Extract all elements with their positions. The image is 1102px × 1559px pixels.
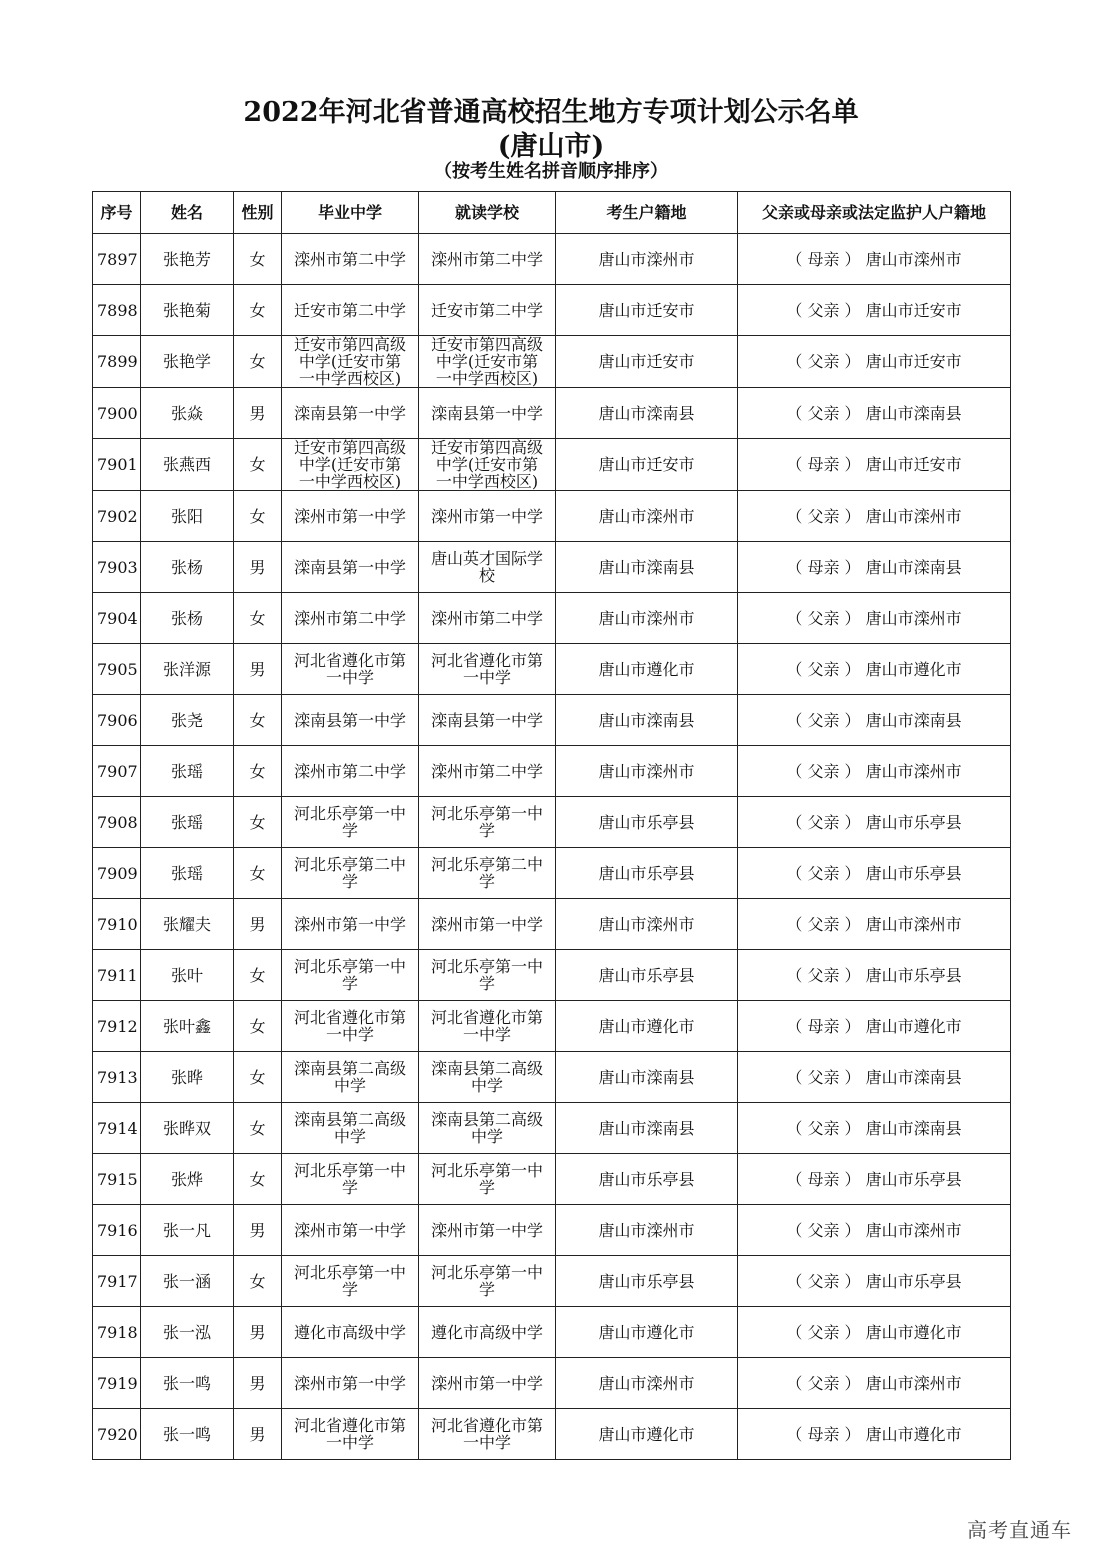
cell-current-school: 河北乐亭第二中学 [419,848,556,899]
table-row [93,1001,1011,1052]
cell-guardian-residence: （ 父亲 ） 唐山市遵化市 [738,644,1011,695]
cell-graduation-school: 河北省遵化市第一中学 [282,1409,419,1460]
cell-graduation-school: 滦州市第一中学 [282,899,419,950]
cell-guardian-residence: （ 母亲 ） 唐山市滦南县 [738,542,1011,593]
cell-gender: 女 [234,695,282,746]
cell-graduation-school: 遵化市高级中学 [282,1307,419,1358]
cell-current-school: 河北省遵化市第一中学 [419,1409,556,1460]
cell-name: 张瑶 [141,746,234,797]
cell-student-residence: 唐山市滦南县 [556,695,738,746]
table-row [93,1205,1011,1256]
cell-student-residence: 唐山市滦州市 [556,899,738,950]
cell-guardian-residence: （ 母亲 ） 唐山市遵化市 [738,1001,1011,1052]
table-row [93,285,1011,336]
cell-gender: 男 [234,1307,282,1358]
cell-name: 张耀夫 [141,899,234,950]
cell-graduation-school: 河北乐亭第一中学 [282,950,419,1001]
cell-guardian-residence: （ 父亲 ） 唐山市滦州市 [738,593,1011,644]
table-row [93,439,1011,491]
table-row [93,1103,1011,1154]
cell-guardian-residence: （ 父亲 ） 唐山市迁安市 [738,285,1011,336]
header-gender: 性别 [234,192,282,234]
cell-name: 张一泓 [141,1307,234,1358]
cell-serial: 7910 [93,899,141,950]
cell-graduation-school: 河北乐亭第一中学 [282,797,419,848]
table-row [93,1307,1011,1358]
cell-serial: 7907 [93,746,141,797]
cell-graduation-school: 迁安市第四高级中学(迁安市第一中学西校区) [282,439,419,491]
cell-gender: 男 [234,1409,282,1460]
cell-graduation-school: 迁安市第二中学 [282,285,419,336]
cell-name: 张叶鑫 [141,1001,234,1052]
cell-gender: 女 [234,336,282,388]
cell-graduation-school: 河北乐亭第二中学 [282,848,419,899]
cell-serial: 7908 [93,797,141,848]
cell-guardian-residence: （ 父亲 ） 唐山市滦州市 [738,746,1011,797]
cell-serial: 7919 [93,1358,141,1409]
cell-graduation-school: 迁安市第四高级中学(迁安市第一中学西校区) [282,336,419,388]
cell-guardian-residence: （ 父亲 ） 唐山市滦南县 [738,388,1011,439]
cell-name: 张一鸣 [141,1409,234,1460]
cell-name: 张一涵 [141,1256,234,1307]
cell-student-residence: 唐山市乐亭县 [556,848,738,899]
cell-student-residence: 唐山市遵化市 [556,1307,738,1358]
cell-guardian-residence: （ 父亲 ） 唐山市遵化市 [738,1307,1011,1358]
cell-student-residence: 唐山市滦南县 [556,388,738,439]
table-row [93,593,1011,644]
cell-serial: 7917 [93,1256,141,1307]
cell-graduation-school: 河北省遵化市第一中学 [282,644,419,695]
table-body [93,234,1011,1460]
table-row [93,542,1011,593]
cell-graduation-school: 滦南县第一中学 [282,542,419,593]
cell-student-residence: 唐山市遵化市 [556,1409,738,1460]
header-student-residence: 考生户籍地 [556,192,738,234]
cell-serial: 7909 [93,848,141,899]
cell-serial: 7899 [93,336,141,388]
table-row [93,388,1011,439]
cell-serial: 7920 [93,1409,141,1460]
admission-list-table [92,191,1011,1460]
cell-current-school: 滦南县第二高级中学 [419,1103,556,1154]
cell-gender: 女 [234,439,282,491]
cell-name: 张艳菊 [141,285,234,336]
cell-guardian-residence: （ 父亲 ） 唐山市滦州市 [738,1358,1011,1409]
cell-gender: 女 [234,593,282,644]
cell-name: 张一凡 [141,1205,234,1256]
cell-guardian-residence: （ 母亲 ） 唐山市遵化市 [738,1409,1011,1460]
table-row [93,1409,1011,1460]
cell-student-residence: 唐山市遵化市 [556,644,738,695]
cell-student-residence: 唐山市滦州市 [556,491,738,542]
cell-student-residence: 唐山市遵化市 [556,1001,738,1052]
header-current-school: 就读学校 [419,192,556,234]
cell-serial: 7918 [93,1307,141,1358]
cell-student-residence: 唐山市滦南县 [556,1103,738,1154]
cell-name: 张叶 [141,950,234,1001]
cell-guardian-residence: （ 父亲 ） 唐山市迁安市 [738,336,1011,388]
table-row [93,336,1011,388]
document-title: 2022年河北省普通高校招生地方专项计划公示名单 [243,97,859,128]
cell-gender: 女 [234,234,282,285]
cell-gender: 男 [234,1205,282,1256]
table-header-row [93,192,1011,234]
cell-current-school: 滦州市第一中学 [419,899,556,950]
cell-guardian-residence: （ 母亲 ） 唐山市乐亭县 [738,1154,1011,1205]
cell-name: 张阳 [141,491,234,542]
cell-current-school: 滦南县第二高级中学 [419,1052,556,1103]
cell-guardian-residence: （ 父亲 ） 唐山市乐亭县 [738,797,1011,848]
cell-graduation-school: 河北乐亭第一中学 [282,1256,419,1307]
cell-serial: 7912 [93,1001,141,1052]
table-row [93,234,1011,285]
cell-gender: 女 [234,848,282,899]
cell-graduation-school: 滦州市第一中学 [282,1205,419,1256]
cell-graduation-school: 河北省遵化市第一中学 [282,1001,419,1052]
watermark: 高考直通车 [967,1518,1072,1542]
cell-name: 张瑶 [141,848,234,899]
cell-student-residence: 唐山市乐亭县 [556,1256,738,1307]
cell-current-school: 河北乐亭第一中学 [419,1154,556,1205]
cell-current-school: 滦州市第一中学 [419,1205,556,1256]
cell-guardian-residence: （ 父亲 ） 唐山市滦州市 [738,1205,1011,1256]
cell-graduation-school: 滦州市第一中学 [282,1358,419,1409]
cell-name: 张艳芳 [141,234,234,285]
cell-name: 张一鸣 [141,1358,234,1409]
cell-graduation-school: 滦南县第一中学 [282,388,419,439]
cell-serial: 7904 [93,593,141,644]
cell-current-school: 滦州市第二中学 [419,234,556,285]
cell-graduation-school: 滦州市第二中学 [282,593,419,644]
cell-name: 张尧 [141,695,234,746]
cell-graduation-school: 滦州市第二中学 [282,234,419,285]
cell-guardian-residence: （ 父亲 ） 唐山市滦南县 [738,695,1011,746]
cell-serial: 7913 [93,1052,141,1103]
cell-student-residence: 唐山市乐亭县 [556,797,738,848]
table-row [93,899,1011,950]
cell-name: 张燕西 [141,439,234,491]
cell-current-school: 滦州市第二中学 [419,593,556,644]
cell-gender: 女 [234,491,282,542]
cell-current-school: 唐山英才国际学校 [419,542,556,593]
cell-student-residence: 唐山市乐亭县 [556,1154,738,1205]
cell-current-school: 河北乐亭第一中学 [419,797,556,848]
cell-guardian-residence: （ 父亲 ） 唐山市滦南县 [738,1103,1011,1154]
cell-gender: 女 [234,746,282,797]
cell-serial: 7897 [93,234,141,285]
cell-student-residence: 唐山市滦州市 [556,593,738,644]
cell-name: 张焱 [141,388,234,439]
cell-current-school: 滦南县第一中学 [419,695,556,746]
cell-current-school: 迁安市第四高级中学(迁安市第一中学西校区) [419,336,556,388]
cell-serial: 7898 [93,285,141,336]
cell-serial: 7905 [93,644,141,695]
cell-student-residence: 唐山市迁安市 [556,439,738,491]
cell-graduation-school: 滦州市第一中学 [282,491,419,542]
cell-current-school: 河北省遵化市第一中学 [419,644,556,695]
cell-guardian-residence: （ 母亲 ） 唐山市滦州市 [738,234,1011,285]
cell-current-school: 滦州市第二中学 [419,746,556,797]
cell-student-residence: 唐山市滦州市 [556,746,738,797]
cell-serial: 7900 [93,388,141,439]
table-row [93,848,1011,899]
cell-name: 张瑶 [141,797,234,848]
cell-name: 张杨 [141,542,234,593]
cell-name: 张烨 [141,1154,234,1205]
cell-current-school: 滦州市第一中学 [419,1358,556,1409]
cell-gender: 女 [234,797,282,848]
cell-student-residence: 唐山市滦州市 [556,1358,738,1409]
table-row [93,746,1011,797]
cell-gender: 女 [234,1001,282,1052]
cell-gender: 女 [234,1256,282,1307]
cell-current-school: 河北乐亭第一中学 [419,1256,556,1307]
cell-gender: 女 [234,950,282,1001]
cell-graduation-school: 滦南县第一中学 [282,695,419,746]
cell-serial: 7903 [93,542,141,593]
cell-student-residence: 唐山市迁安市 [556,285,738,336]
cell-current-school: 遵化市高级中学 [419,1307,556,1358]
cell-name: 张晔 [141,1052,234,1103]
cell-gender: 女 [234,1103,282,1154]
table-row [93,1052,1011,1103]
cell-gender: 男 [234,388,282,439]
cell-guardian-residence: （ 母亲 ） 唐山市迁安市 [738,439,1011,491]
header-serial: 序号 [93,192,141,234]
cell-gender: 男 [234,542,282,593]
header-guardian-residence: 父亲或母亲或法定监护人户籍地 [738,192,1011,234]
cell-name: 张艳学 [141,336,234,388]
cell-gender: 女 [234,1154,282,1205]
table-row [93,491,1011,542]
cell-serial: 7902 [93,491,141,542]
city-subtitle: (唐山市) [497,131,605,162]
cell-serial: 7906 [93,695,141,746]
cell-guardian-residence: （ 父亲 ） 唐山市乐亭县 [738,848,1011,899]
cell-serial: 7915 [93,1154,141,1205]
cell-guardian-residence: （ 父亲 ） 唐山市滦南县 [738,1052,1011,1103]
cell-student-residence: 唐山市滦南县 [556,1052,738,1103]
cell-serial: 7914 [93,1103,141,1154]
cell-student-residence: 唐山市滦州市 [556,234,738,285]
cell-student-residence: 唐山市滦州市 [556,1205,738,1256]
cell-current-school: 河北乐亭第一中学 [419,950,556,1001]
cell-name: 张洋源 [141,644,234,695]
cell-guardian-residence: （ 父亲 ） 唐山市乐亭县 [738,950,1011,1001]
cell-guardian-residence: （ 父亲 ） 唐山市滦州市 [738,899,1011,950]
cell-gender: 女 [234,285,282,336]
cell-current-school: 河北省遵化市第一中学 [419,1001,556,1052]
cell-serial: 7916 [93,1205,141,1256]
table-row [93,644,1011,695]
cell-guardian-residence: （ 父亲 ） 唐山市滦州市 [738,491,1011,542]
cell-gender: 女 [234,1052,282,1103]
cell-current-school: 迁安市第四高级中学(迁安市第一中学西校区) [419,439,556,491]
cell-current-school: 滦南县第一中学 [419,388,556,439]
cell-serial: 7901 [93,439,141,491]
header-name: 姓名 [141,192,234,234]
table-row [93,1358,1011,1409]
cell-name: 张杨 [141,593,234,644]
header-graduation-school: 毕业中学 [282,192,419,234]
cell-name: 张晔双 [141,1103,234,1154]
table-row [93,797,1011,848]
table-row [93,950,1011,1001]
cell-student-residence: 唐山市迁安市 [556,336,738,388]
table-row [93,1256,1011,1307]
cell-student-residence: 唐山市滦南县 [556,542,738,593]
table-row [93,695,1011,746]
cell-graduation-school: 滦南县第二高级中学 [282,1052,419,1103]
cell-gender: 男 [234,899,282,950]
cell-current-school: 滦州市第一中学 [419,491,556,542]
cell-current-school: 迁安市第二中学 [419,285,556,336]
cell-graduation-school: 滦南县第二高级中学 [282,1103,419,1154]
cell-graduation-school: 河北乐亭第一中学 [282,1154,419,1205]
cell-serial: 7911 [93,950,141,1001]
sort-note: （按考生姓名拼音顺序排序） [434,161,668,182]
cell-student-residence: 唐山市乐亭县 [556,950,738,1001]
table-row [93,1154,1011,1205]
cell-guardian-residence: （ 父亲 ） 唐山市乐亭县 [738,1256,1011,1307]
cell-gender: 男 [234,1358,282,1409]
cell-graduation-school: 滦州市第二中学 [282,746,419,797]
cell-gender: 男 [234,644,282,695]
